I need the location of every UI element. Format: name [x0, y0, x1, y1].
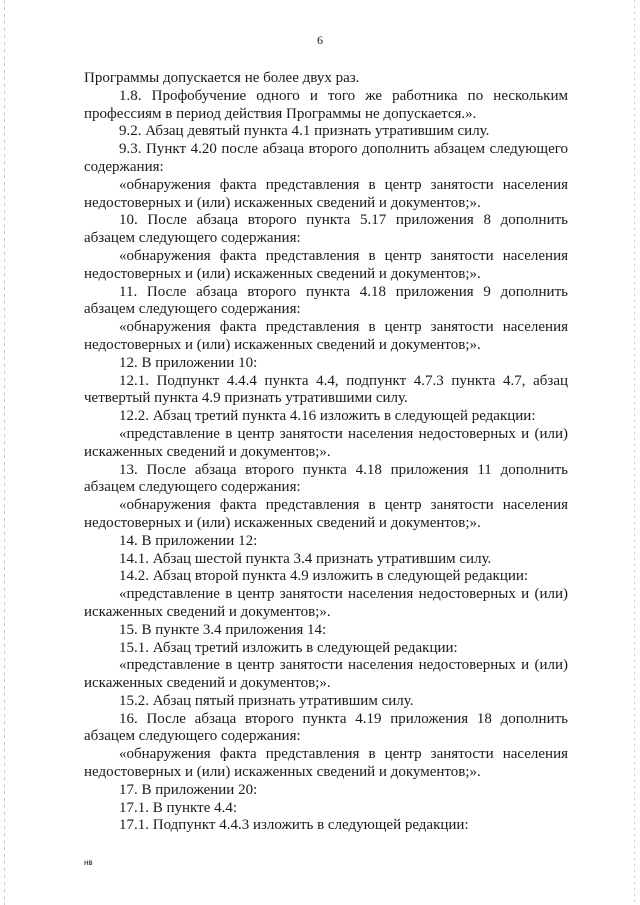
paragraph: 15.1. Абзац третий изложить в следующей редакции: [119, 639, 458, 656]
paragraph: «представление в центр занятости населения недостоверных и (или) искаженных сведений и документов;». [84, 657, 568, 692]
paragraph: 1.8. Профобучение одного и того же работника по нескольким профессиям в период действия Программы не допускается.». [84, 87, 568, 122]
paragraph: 15.2. Абзац пятый признать утратившим силу. [119, 692, 414, 709]
paragraph: 16. После абзаца второго пункта 4.19 приложения 18 дополнить абзацем следующего содержания: [84, 710, 568, 745]
paragraph: «представление в центр занятости населения недостоверных и (или) искаженных сведений и документов;». [84, 586, 568, 620]
paragraph: 15. В пункте 3.4 приложения 14: [119, 621, 327, 638]
paragraph: 12. В приложении 10: [119, 354, 258, 371]
paragraph: 14. В приложении 12: [119, 532, 258, 549]
paragraph: Программы допускается не более двух раз. [84, 70, 360, 86]
paragraph: «обнаружения факта представления в центр занятости населения недостоверных и (или) искаженных сведений и документов;». [84, 746, 568, 781]
paragraph: 9.3. Пункт 4.20 после абзаца второго дополнить абзацем следующего содержания: [84, 141, 568, 175]
paragraph: 14.2. Абзац второй пункта 4.9 изложить в следующей редакции: [119, 568, 529, 585]
document-body [84, 70, 568, 835]
paragraph: 12.1. Подпункт 4.4.4 пункта 4.4, подпункт 4.7.3 пункта 4.7, абзац четвертый пункта 4.9 признать утратившими силу. [84, 372, 568, 407]
page-edge-left [4, 0, 5, 905]
footer-mark: нв [84, 858, 93, 867]
paragraph: 17.1. В пункте 4.4: [119, 799, 238, 816]
page-edge-right [634, 0, 635, 905]
paragraph: 14.1. Абзац шестой пункта 3.4 признать утратившим силу. [119, 550, 492, 567]
paragraph: «обнаружения факта представления в центр занятости населения недостоверных и (или) искаженных сведений и документов;». [84, 247, 568, 282]
paragraph: 10. После абзаца второго пункта 5.17 приложения 8 дополнить абзацем следующего содержания: [84, 212, 568, 247]
paragraph: 17.1. Подпункт 4.4.3 изложить в следующей редакции: [119, 817, 469, 834]
paragraph: 9.2. Абзац девятый пункта 4.1 признать утратившим силу. [119, 123, 490, 140]
paragraph: «представление в центр занятости населения недостоверных и (или) искаженных сведений и документов;». [84, 425, 568, 460]
paragraph: 17. В приложении 20: [119, 781, 258, 798]
paragraph: 12.2. Абзац третий пункта 4.16 изложить в следующей редакции: [119, 408, 536, 425]
paragraph: 13. После абзаца второго пункта 4.18 приложения 11 дополнить абзацем следующего содержания: [84, 461, 568, 496]
paragraph: «обнаружения факта представления в центр занятости населения недостоверных и (или) искаженных сведений и документов;». [84, 497, 568, 531]
paragraph: 11. После абзаца второго пункта 4.18 приложения 9 дополнить абзацем следующего содержания: [84, 283, 568, 318]
paragraph: «обнаружения факта представления в центр занятости населения недостоверных и (или) искаженных сведений и документов;». [84, 319, 568, 353]
page-number: 6 [317, 33, 323, 47]
paragraph: «обнаружения факта представления в центр занятости населения недостоверных и (или) искаженных сведений и документов;». [84, 176, 568, 211]
